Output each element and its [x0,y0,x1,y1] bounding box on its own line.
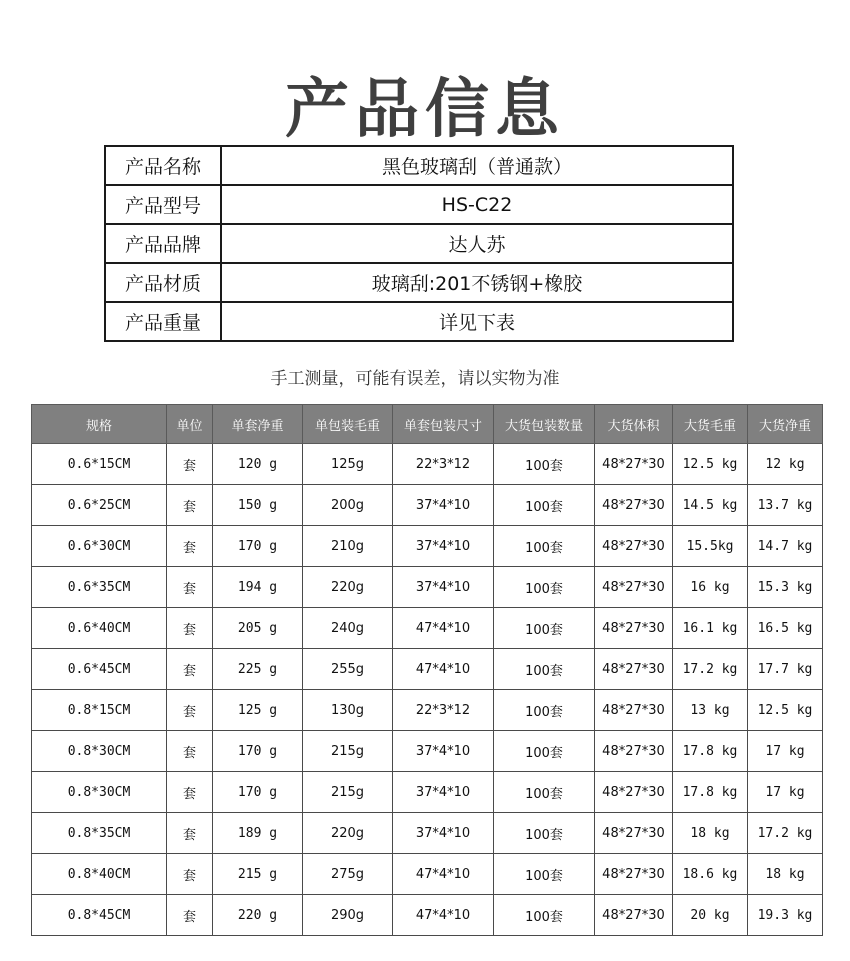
table-row [32,895,823,936]
table-cell: 17.8 kg [673,772,748,813]
table-cell: 225 g [213,649,303,690]
spec-body [32,444,823,936]
table-cell: 125 g [213,690,303,731]
table-cell: 48*27*30 [595,526,673,567]
table-cell: 100套 [494,854,595,895]
table-cell: 47*4*10 [393,608,494,649]
table-row [32,854,823,895]
table-cell: 189 g [213,813,303,854]
table-cell: 17.2 kg [673,649,748,690]
table-cell: 22*3*12 [393,444,494,485]
table-cell: 100套 [494,485,595,526]
table-cell: 48*27*30 [595,567,673,608]
col-header: 大货体积 [595,405,673,444]
table-cell: 12 kg [748,444,823,485]
table-cell: 套 [167,731,213,772]
table-cell: 套 [167,690,213,731]
table-cell: 37*4*10 [393,731,494,772]
table-cell: 100套 [494,649,595,690]
table-cell: 37*4*10 [393,567,494,608]
table-cell: 0.8*45CM [32,895,167,936]
table-cell: 22*3*12 [393,690,494,731]
table-cell: 100套 [494,608,595,649]
col-header: 大货包装数量 [494,405,595,444]
col-header: 单套净重 [213,405,303,444]
table-cell: 100套 [494,567,595,608]
table-cell: 220g [303,567,393,608]
table-cell: 17 kg [748,772,823,813]
table-cell: 套 [167,772,213,813]
table-cell: 290g [303,895,393,936]
table-cell: 150 g [213,485,303,526]
table-cell: 205 g [213,608,303,649]
col-header: 大货净重 [748,405,823,444]
table-cell: 200g [303,485,393,526]
info-row [105,146,733,185]
table-cell: 17.2 kg [748,813,823,854]
info-key: 产品型号 [105,185,221,224]
table-cell: 0.8*40CM [32,854,167,895]
table-cell: 255g [303,649,393,690]
table-cell: 37*4*10 [393,772,494,813]
table-cell: 275g [303,854,393,895]
info-value: 达人苏 [221,224,733,263]
table-cell: 48*27*30 [595,813,673,854]
info-value: 黑色玻璃刮（普通款） [221,146,733,185]
table-cell: 100套 [494,772,595,813]
table-cell: 47*4*10 [393,895,494,936]
info-row [105,224,733,263]
col-header: 大货毛重 [673,405,748,444]
table-row [32,485,823,526]
table-cell: 194 g [213,567,303,608]
col-header: 单包装毛重 [303,405,393,444]
table-cell: 48*27*30 [595,772,673,813]
table-cell: 240g [303,608,393,649]
table-cell: 100套 [494,813,595,854]
info-value: HS-C22 [221,185,733,224]
table-cell: 16.1 kg [673,608,748,649]
info-row [105,263,733,302]
info-row [105,302,733,341]
table-cell: 125g [303,444,393,485]
info-value: 详见下表 [221,302,733,341]
table-cell: 套 [167,485,213,526]
table-cell: 17.8 kg [673,731,748,772]
table-cell: 套 [167,813,213,854]
table-cell: 0.6*40CM [32,608,167,649]
spec-table [31,404,823,936]
table-cell: 12.5 kg [748,690,823,731]
spec-header-row [32,405,823,444]
table-cell: 215g [303,731,393,772]
table-cell: 套 [167,854,213,895]
table-cell: 47*4*10 [393,854,494,895]
table-cell: 100套 [494,526,595,567]
table-cell: 19.3 kg [748,895,823,936]
table-cell: 215 g [213,854,303,895]
table-cell: 套 [167,444,213,485]
info-key: 产品重量 [105,302,221,341]
table-cell: 0.6*45CM [32,649,167,690]
table-cell: 37*4*10 [393,526,494,567]
table-cell: 0.8*30CM [32,772,167,813]
col-header: 规格 [32,405,167,444]
table-cell: 套 [167,526,213,567]
page-title: 产品信息 [285,73,565,147]
table-row [32,813,823,854]
table-cell: 0.8*35CM [32,813,167,854]
table-cell: 17.7 kg [748,649,823,690]
info-key: 产品材质 [105,263,221,302]
table-cell: 15.3 kg [748,567,823,608]
table-cell: 0.6*30CM [32,526,167,567]
table-row [32,444,823,485]
table-row [32,649,823,690]
table-cell: 220g [303,813,393,854]
table-cell: 16.5 kg [748,608,823,649]
table-cell: 13.7 kg [748,485,823,526]
table-cell: 0.6*35CM [32,567,167,608]
table-cell: 47*4*10 [393,649,494,690]
table-cell: 18 kg [673,813,748,854]
table-cell: 48*27*30 [595,731,673,772]
table-cell: 48*27*30 [595,690,673,731]
table-cell: 套 [167,608,213,649]
col-header: 单位 [167,405,213,444]
table-cell: 210g [303,526,393,567]
table-cell: 170 g [213,526,303,567]
table-row [32,608,823,649]
measurement-note: 手工测量，可能有误差，请以实物为准 [270,369,560,389]
info-key: 产品品牌 [105,224,221,263]
table-cell: 100套 [494,690,595,731]
table-cell: 100套 [494,895,595,936]
table-cell: 14.5 kg [673,485,748,526]
table-cell: 100套 [494,731,595,772]
table-cell: 12.5 kg [673,444,748,485]
table-cell: 37*4*10 [393,485,494,526]
table-row [32,690,823,731]
table-cell: 套 [167,567,213,608]
table-cell: 48*27*30 [595,649,673,690]
table-cell: 130g [303,690,393,731]
table-cell: 220 g [213,895,303,936]
table-cell: 48*27*30 [595,895,673,936]
table-cell: 48*27*30 [595,608,673,649]
table-cell: 0.6*15CM [32,444,167,485]
table-cell: 0.8*30CM [32,731,167,772]
table-cell: 套 [167,649,213,690]
product-info-table [104,145,734,342]
table-cell: 170 g [213,731,303,772]
table-cell: 100套 [494,444,595,485]
table-cell: 0.6*25CM [32,485,167,526]
table-cell: 48*27*30 [595,854,673,895]
table-cell: 16 kg [673,567,748,608]
table-cell: 170 g [213,772,303,813]
table-cell: 0.8*15CM [32,690,167,731]
col-header: 单套包装尺寸 [393,405,494,444]
table-cell: 215g [303,772,393,813]
info-value: 玻璃刮:201不锈钢+橡胶 [221,263,733,302]
table-cell: 13 kg [673,690,748,731]
table-cell: 48*27*30 [595,485,673,526]
table-cell: 14.7 kg [748,526,823,567]
info-key: 产品名称 [105,146,221,185]
table-cell: 120 g [213,444,303,485]
table-cell: 17 kg [748,731,823,772]
info-row [105,185,733,224]
table-cell: 套 [167,895,213,936]
table-cell: 20 kg [673,895,748,936]
table-row [32,567,823,608]
table-cell: 18.6 kg [673,854,748,895]
table-cell: 15.5kg [673,526,748,567]
table-cell: 48*27*30 [595,444,673,485]
table-row [32,526,823,567]
table-cell: 37*4*10 [393,813,494,854]
table-cell: 18 kg [748,854,823,895]
table-row [32,731,823,772]
table-row [32,772,823,813]
